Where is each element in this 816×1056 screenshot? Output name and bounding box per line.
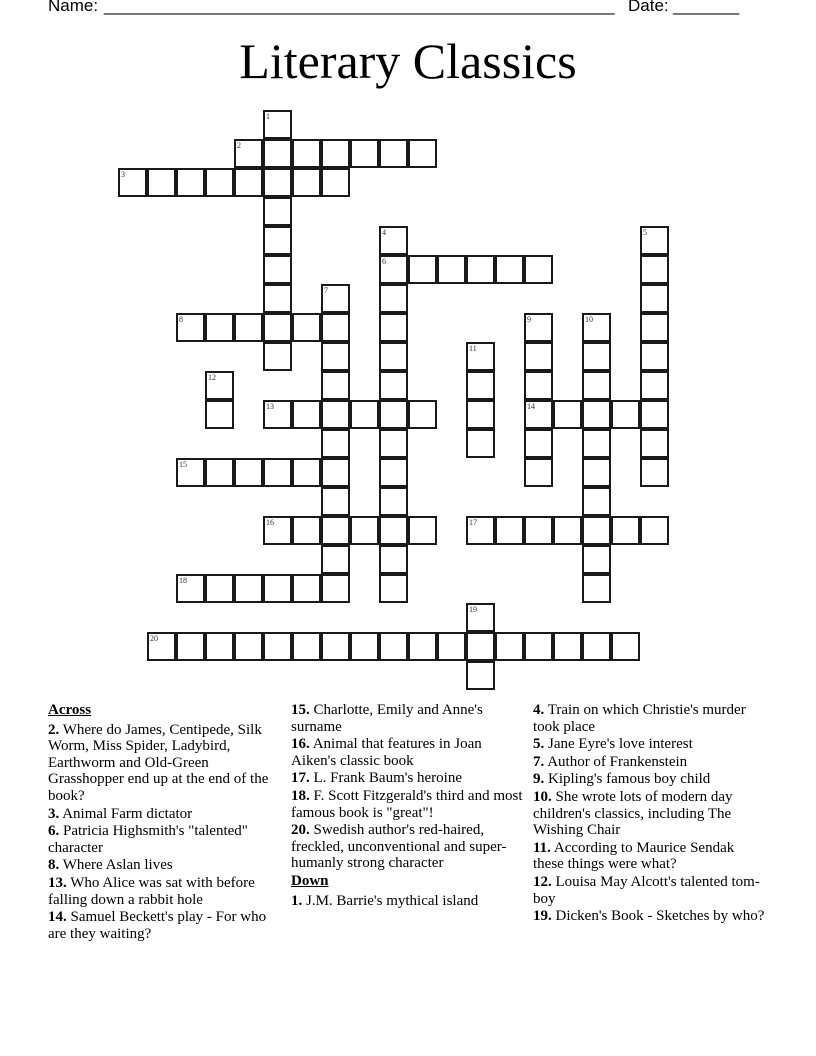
date-label: Date:: [628, 0, 669, 15]
clue-number: 9.: [533, 771, 545, 788]
grid-cell[interactable]: [379, 313, 408, 342]
grid-cell[interactable]: [321, 574, 350, 603]
grid-cell[interactable]: [321, 342, 350, 371]
clue-text: Samuel Beckett's play - For who are they waiting?: [48, 909, 267, 942]
date-field[interactable]: _______: [673, 0, 740, 15]
grid-cell[interactable]: [466, 342, 495, 371]
clue-text: Animal Farm dictator: [62, 805, 193, 822]
grid-cell[interactable]: [379, 487, 408, 516]
grid-cell[interactable]: [553, 516, 582, 545]
grid-cell[interactable]: [147, 168, 176, 197]
cell-number: 5: [643, 228, 647, 237]
grid-cell[interactable]: [321, 632, 350, 661]
grid-cell[interactable]: [234, 168, 263, 197]
grid-cell[interactable]: [321, 429, 350, 458]
grid-cell[interactable]: [582, 545, 611, 574]
grid-cell[interactable]: [379, 632, 408, 661]
grid-cell[interactable]: [176, 168, 205, 197]
name-label: Name:: [48, 0, 99, 15]
clue-down-4: [533, 702, 768, 735]
clue-down-7: [533, 754, 768, 771]
grid-cell[interactable]: [379, 371, 408, 400]
clue-across-14: [48, 909, 283, 942]
grid-cell[interactable]: [292, 632, 321, 661]
cell-number: 3: [121, 170, 125, 179]
clue-number: 10.: [533, 788, 552, 805]
grid-cell[interactable]: [350, 516, 379, 545]
grid-cell[interactable]: [292, 574, 321, 603]
grid-cell[interactable]: [321, 284, 350, 313]
grid-cell[interactable]: [524, 429, 553, 458]
clue-across-20: [291, 822, 526, 872]
grid-cell[interactable]: [640, 284, 669, 313]
grid-cell[interactable]: [379, 284, 408, 313]
crossword-grid: [118, 110, 678, 700]
grid-cell[interactable]: [466, 371, 495, 400]
grid-cell[interactable]: [205, 313, 234, 342]
grid-cell[interactable]: [640, 226, 669, 255]
grid-cell[interactable]: [292, 139, 321, 168]
clue-text: F. Scott Fitzgerald's third and most famous book is "great"!: [291, 787, 523, 821]
grid-cell[interactable]: [379, 516, 408, 545]
grid-cell[interactable]: [437, 255, 466, 284]
grid-cell[interactable]: [176, 458, 205, 487]
grid-cell[interactable]: [263, 342, 292, 371]
grid-cell[interactable]: [292, 458, 321, 487]
clue-text: Dicken's Book - Sketches by who?: [555, 908, 765, 925]
grid-cell[interactable]: [524, 255, 553, 284]
grid-cell[interactable]: [582, 400, 611, 429]
grid-cell[interactable]: [292, 516, 321, 545]
grid-cell[interactable]: [466, 255, 495, 284]
grid-cell[interactable]: [582, 313, 611, 342]
cell-number: 9: [527, 315, 531, 324]
clue-number: 3.: [48, 805, 60, 822]
cell-number: 2: [237, 141, 241, 150]
grid-cell[interactable]: [524, 516, 553, 545]
clue-text: Author of Frankenstein: [547, 753, 688, 770]
grid-cell[interactable]: [321, 400, 350, 429]
clue-down-5: [533, 736, 768, 753]
grid-cell[interactable]: [350, 139, 379, 168]
grid-cell[interactable]: [379, 574, 408, 603]
grid-cell[interactable]: [176, 632, 205, 661]
cell-number: 19: [469, 605, 477, 614]
cell-number: 16: [266, 518, 274, 527]
clue-text: Who Alice was sat with before falling down a rabbit hole: [48, 874, 255, 908]
grid-cell[interactable]: [118, 168, 147, 197]
grid-cell[interactable]: [379, 545, 408, 574]
grid-cell[interactable]: [524, 632, 553, 661]
clue-text: Where Aslan lives: [62, 857, 173, 874]
grid-cell[interactable]: [263, 632, 292, 661]
cell-number: 12: [208, 373, 216, 382]
grid-cell[interactable]: [582, 487, 611, 516]
grid-cell[interactable]: [379, 255, 408, 284]
clue-number: 15.: [291, 702, 310, 718]
clue-down-19: [533, 908, 768, 925]
grid-cell[interactable]: [263, 226, 292, 255]
grid-cell[interactable]: [263, 168, 292, 197]
grid-cell[interactable]: [321, 371, 350, 400]
grid-cell[interactable]: [582, 342, 611, 371]
cell-number: 13: [266, 402, 274, 411]
grid-cell[interactable]: [408, 255, 437, 284]
cell-number: 4: [382, 228, 386, 237]
clue-text: Train on which Christie's murder took place: [533, 702, 746, 735]
grid-cell[interactable]: [263, 139, 292, 168]
grid-cell[interactable]: [350, 400, 379, 429]
grid-cell[interactable]: [611, 632, 640, 661]
grid-cell[interactable]: [640, 400, 669, 429]
grid-cell[interactable]: [379, 400, 408, 429]
name-field[interactable]: ______________________________________________________: [104, 0, 615, 15]
grid-cell[interactable]: [466, 632, 495, 661]
grid-cell[interactable]: [524, 400, 553, 429]
grid-cell[interactable]: [263, 284, 292, 313]
grid-cell[interactable]: [321, 168, 350, 197]
clue-number: 2.: [48, 721, 60, 738]
cell-number: 17: [469, 518, 477, 527]
clue-down-12: [533, 874, 768, 907]
clue-across-18: [291, 788, 526, 821]
grid-cell[interactable]: [640, 371, 669, 400]
grid-cell[interactable]: [408, 139, 437, 168]
grid-cell[interactable]: [408, 400, 437, 429]
clue-text: She wrote lots of modern day children's classics, including The Wishing Chair: [533, 788, 733, 839]
grid-cell[interactable]: [234, 632, 263, 661]
grid-cell[interactable]: [379, 429, 408, 458]
grid-cell[interactable]: [582, 632, 611, 661]
grid-cell[interactable]: [147, 632, 176, 661]
clue-number: 6.: [48, 823, 60, 840]
down-heading: Down: [291, 872, 329, 889]
clues-column-3: [533, 702, 768, 926]
clue-text: Patricia Highsmith's "talented" character: [48, 823, 248, 856]
clue-across-13: [48, 875, 283, 908]
grid-cell[interactable]: [350, 632, 379, 661]
grid-cell[interactable]: [321, 516, 350, 545]
grid-cell[interactable]: [495, 255, 524, 284]
grid-cell[interactable]: [495, 516, 524, 545]
grid-cell[interactable]: [176, 313, 205, 342]
cell-number: 20: [150, 634, 158, 643]
clue-number: 11.: [533, 839, 551, 856]
clue-number: 14.: [48, 909, 67, 926]
grid-cell[interactable]: [263, 574, 292, 603]
grid-cell[interactable]: [321, 545, 350, 574]
grid-cell[interactable]: [466, 516, 495, 545]
cell-number: 15: [179, 460, 187, 469]
grid-cell[interactable]: [640, 458, 669, 487]
clue-text: J.M. Barrie's mythical island: [306, 892, 479, 909]
header-fields: [48, 0, 768, 20]
clue-number: 7.: [533, 753, 545, 770]
clue-across-8: [48, 857, 283, 874]
grid-cell[interactable]: [524, 371, 553, 400]
grid-cell[interactable]: [466, 400, 495, 429]
grid-cell[interactable]: [437, 632, 466, 661]
clue-text: According to Maurice Sendak these things were what?: [533, 839, 735, 873]
grid-cell[interactable]: [466, 661, 495, 690]
clue-text: Jane Eyre's love interest: [548, 736, 693, 753]
grid-cell[interactable]: [292, 168, 321, 197]
cell-number: 11: [469, 344, 477, 353]
across-heading: Across: [48, 702, 92, 718]
cell-number: 18: [179, 576, 187, 585]
cell-number: 7: [324, 286, 328, 295]
grid-cell[interactable]: [292, 313, 321, 342]
grid-cell[interactable]: [205, 168, 234, 197]
grid-cell[interactable]: [263, 110, 292, 139]
page-title: Literary Classics: [239, 33, 577, 89]
grid-cell[interactable]: [466, 603, 495, 632]
grid-cell[interactable]: [640, 313, 669, 342]
clue-across-3: [48, 806, 283, 823]
clue-number: 18.: [291, 787, 310, 804]
grid-cell[interactable]: [640, 342, 669, 371]
clue-number: 13.: [48, 874, 67, 891]
clue-down-1: [291, 893, 526, 910]
grid-cell[interactable]: [524, 342, 553, 371]
clues-column-1: [48, 702, 283, 943]
cell-number: 6: [382, 257, 386, 266]
grid-cell[interactable]: [234, 139, 263, 168]
clues-column-2: [291, 702, 526, 910]
clue-across-16: [291, 736, 526, 769]
clue-down-10: [533, 789, 768, 839]
clue-down-9: [533, 771, 768, 788]
grid-cell[interactable]: [524, 458, 553, 487]
grid-cell[interactable]: [263, 255, 292, 284]
grid-cell[interactable]: [263, 516, 292, 545]
clue-number: 19.: [533, 908, 552, 925]
grid-cell[interactable]: [205, 632, 234, 661]
grid-cell[interactable]: [495, 632, 524, 661]
clue-number: 8.: [48, 857, 60, 874]
cell-number: 14: [527, 402, 535, 411]
grid-cell[interactable]: [263, 458, 292, 487]
clue-text: Swedish author's red-haired, freckled, unconventional and super-humanly strong character: [291, 822, 507, 872]
grid-cell[interactable]: [263, 400, 292, 429]
clue-across-2: [48, 722, 283, 805]
cell-number: 8: [179, 315, 183, 324]
grid-cell[interactable]: [582, 371, 611, 400]
grid-cell[interactable]: [524, 313, 553, 342]
grid-cell[interactable]: [553, 400, 582, 429]
clue-number: 4.: [533, 702, 545, 718]
grid-cell[interactable]: [640, 429, 669, 458]
cell-number: 10: [585, 315, 593, 324]
clue-text: L. Frank Baum's heroine: [313, 770, 463, 787]
grid-cell[interactable]: [408, 632, 437, 661]
grid-cell[interactable]: [640, 516, 669, 545]
grid-cell[interactable]: [321, 313, 350, 342]
grid-cell[interactable]: [379, 226, 408, 255]
grid-cell[interactable]: [379, 139, 408, 168]
grid-cell[interactable]: [321, 458, 350, 487]
grid-cell[interactable]: [408, 516, 437, 545]
grid-cell[interactable]: [582, 574, 611, 603]
cell-number: 1: [266, 112, 270, 121]
grid-cell[interactable]: [582, 429, 611, 458]
clue-number: 1.: [291, 892, 303, 909]
clue-text: Kipling's famous boy child: [548, 771, 711, 788]
clue-across-15: [291, 702, 526, 735]
grid-cell[interactable]: [321, 487, 350, 516]
clue-number: 17.: [291, 770, 310, 787]
clue-number: 20.: [291, 822, 310, 839]
grid-cell[interactable]: [176, 574, 205, 603]
grid-cell[interactable]: [263, 197, 292, 226]
grid-cell[interactable]: [379, 458, 408, 487]
clue-number: 12.: [533, 873, 552, 890]
grid-cell[interactable]: [321, 139, 350, 168]
grid-cell[interactable]: [263, 313, 292, 342]
clue-number: 5.: [533, 736, 545, 753]
grid-cell[interactable]: [582, 516, 611, 545]
grid-cell[interactable]: [553, 632, 582, 661]
clue-text: Louisa May Alcott's talented tom-boy: [533, 873, 760, 907]
grid-cell[interactable]: [205, 371, 234, 400]
clue-across-6: [48, 823, 283, 856]
grid-cell[interactable]: [640, 255, 669, 284]
clue-text: Where do James, Centipede, Silk Worm, Miss Spider, Ladybird, Earthworm and Old-Green Grasshopper end up at the end of the book?: [48, 721, 269, 804]
clue-number: 16.: [291, 736, 310, 753]
clue-text: Charlotte, Emily and Anne's surname: [291, 702, 483, 735]
clue-down-11: [533, 840, 768, 873]
grid-cell[interactable]: [379, 342, 408, 371]
grid-cell[interactable]: [205, 458, 234, 487]
grid-cell[interactable]: [611, 516, 640, 545]
grid-cell[interactable]: [234, 458, 263, 487]
clue-text: Animal that features in Joan Aiken's classic book: [291, 736, 482, 769]
clue-across-17: [291, 770, 526, 787]
grid-cell[interactable]: [292, 400, 321, 429]
grid-cell[interactable]: [205, 400, 234, 429]
grid-cell[interactable]: [466, 429, 495, 458]
grid-cell[interactable]: [205, 574, 234, 603]
grid-cell[interactable]: [582, 458, 611, 487]
grid-cell[interactable]: [234, 313, 263, 342]
grid-cell[interactable]: [234, 574, 263, 603]
grid-cell[interactable]: [611, 400, 640, 429]
